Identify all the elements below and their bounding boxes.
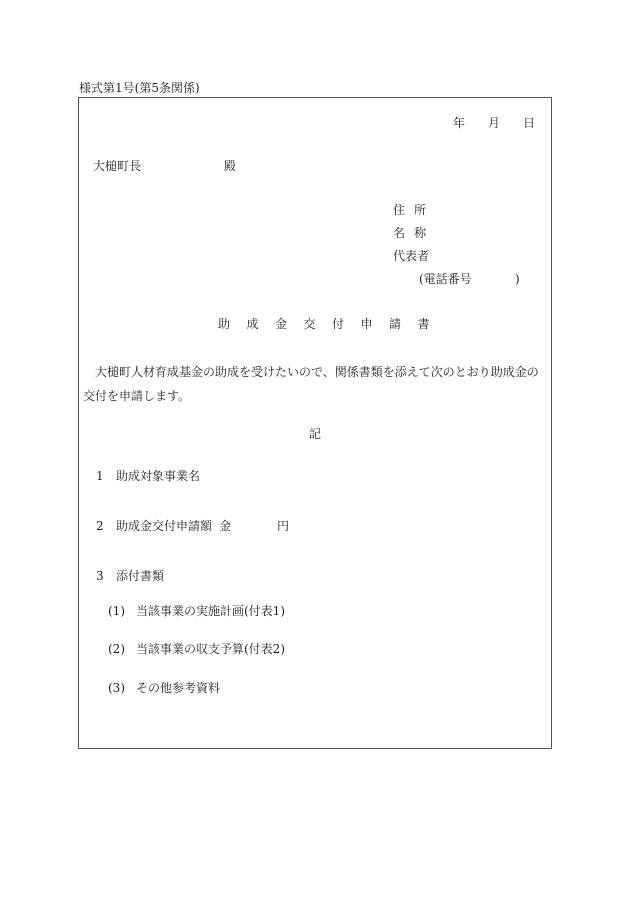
- amount-prefix: 金: [219, 519, 232, 533]
- attachment-label: その他参考資料: [136, 681, 221, 695]
- attachment-item: [108, 605, 285, 617]
- attachment-label: 当該事業の実施計画(付表1): [136, 604, 285, 618]
- ki-heading: 記: [309, 427, 322, 441]
- applicant-address-label: 住所: [393, 203, 436, 217]
- applicant-representative-label: 代表者: [393, 249, 430, 263]
- addressee-honorific: 殿: [224, 159, 237, 173]
- applicant-phone-label: (電話番号: [419, 272, 472, 286]
- attachment-number: (1): [108, 604, 125, 618]
- date-day-label: 日: [523, 116, 536, 130]
- item-number: 3: [96, 569, 104, 583]
- attachment-number: (3): [108, 681, 125, 695]
- attachment-number: (2): [108, 642, 125, 656]
- item-attachments: [96, 570, 164, 582]
- attachment-item: [108, 643, 285, 655]
- addressee-name: 大槌町長: [93, 159, 142, 173]
- form-number: 様式第1号(第5条関係): [79, 81, 200, 95]
- amount-suffix: 円: [277, 519, 290, 533]
- date-month-label: 月: [488, 116, 501, 130]
- document-body: 大槌町人材育成基金の助成を受けたいので、関係書類を添えて次のとおり助成金の交付を申請します。: [83, 365, 539, 403]
- date-year-label: 年: [453, 116, 466, 130]
- applicant-name-label: 名称: [393, 226, 436, 240]
- item-label: 助成対象事業名: [116, 469, 201, 483]
- item-request-amount: [96, 520, 212, 532]
- document-title: 助成金交付申請書: [218, 317, 447, 331]
- item-project-name: [96, 470, 200, 482]
- item-label: 添付書類: [116, 569, 165, 583]
- item-number: 1: [96, 469, 104, 483]
- attachment-item: [108, 682, 220, 694]
- item-number: 2: [96, 519, 104, 533]
- applicant-phone-close: ): [515, 272, 520, 286]
- item-label: 助成金交付申請額: [116, 519, 213, 533]
- attachment-label: 当該事業の収支予算(付表2): [136, 642, 285, 656]
